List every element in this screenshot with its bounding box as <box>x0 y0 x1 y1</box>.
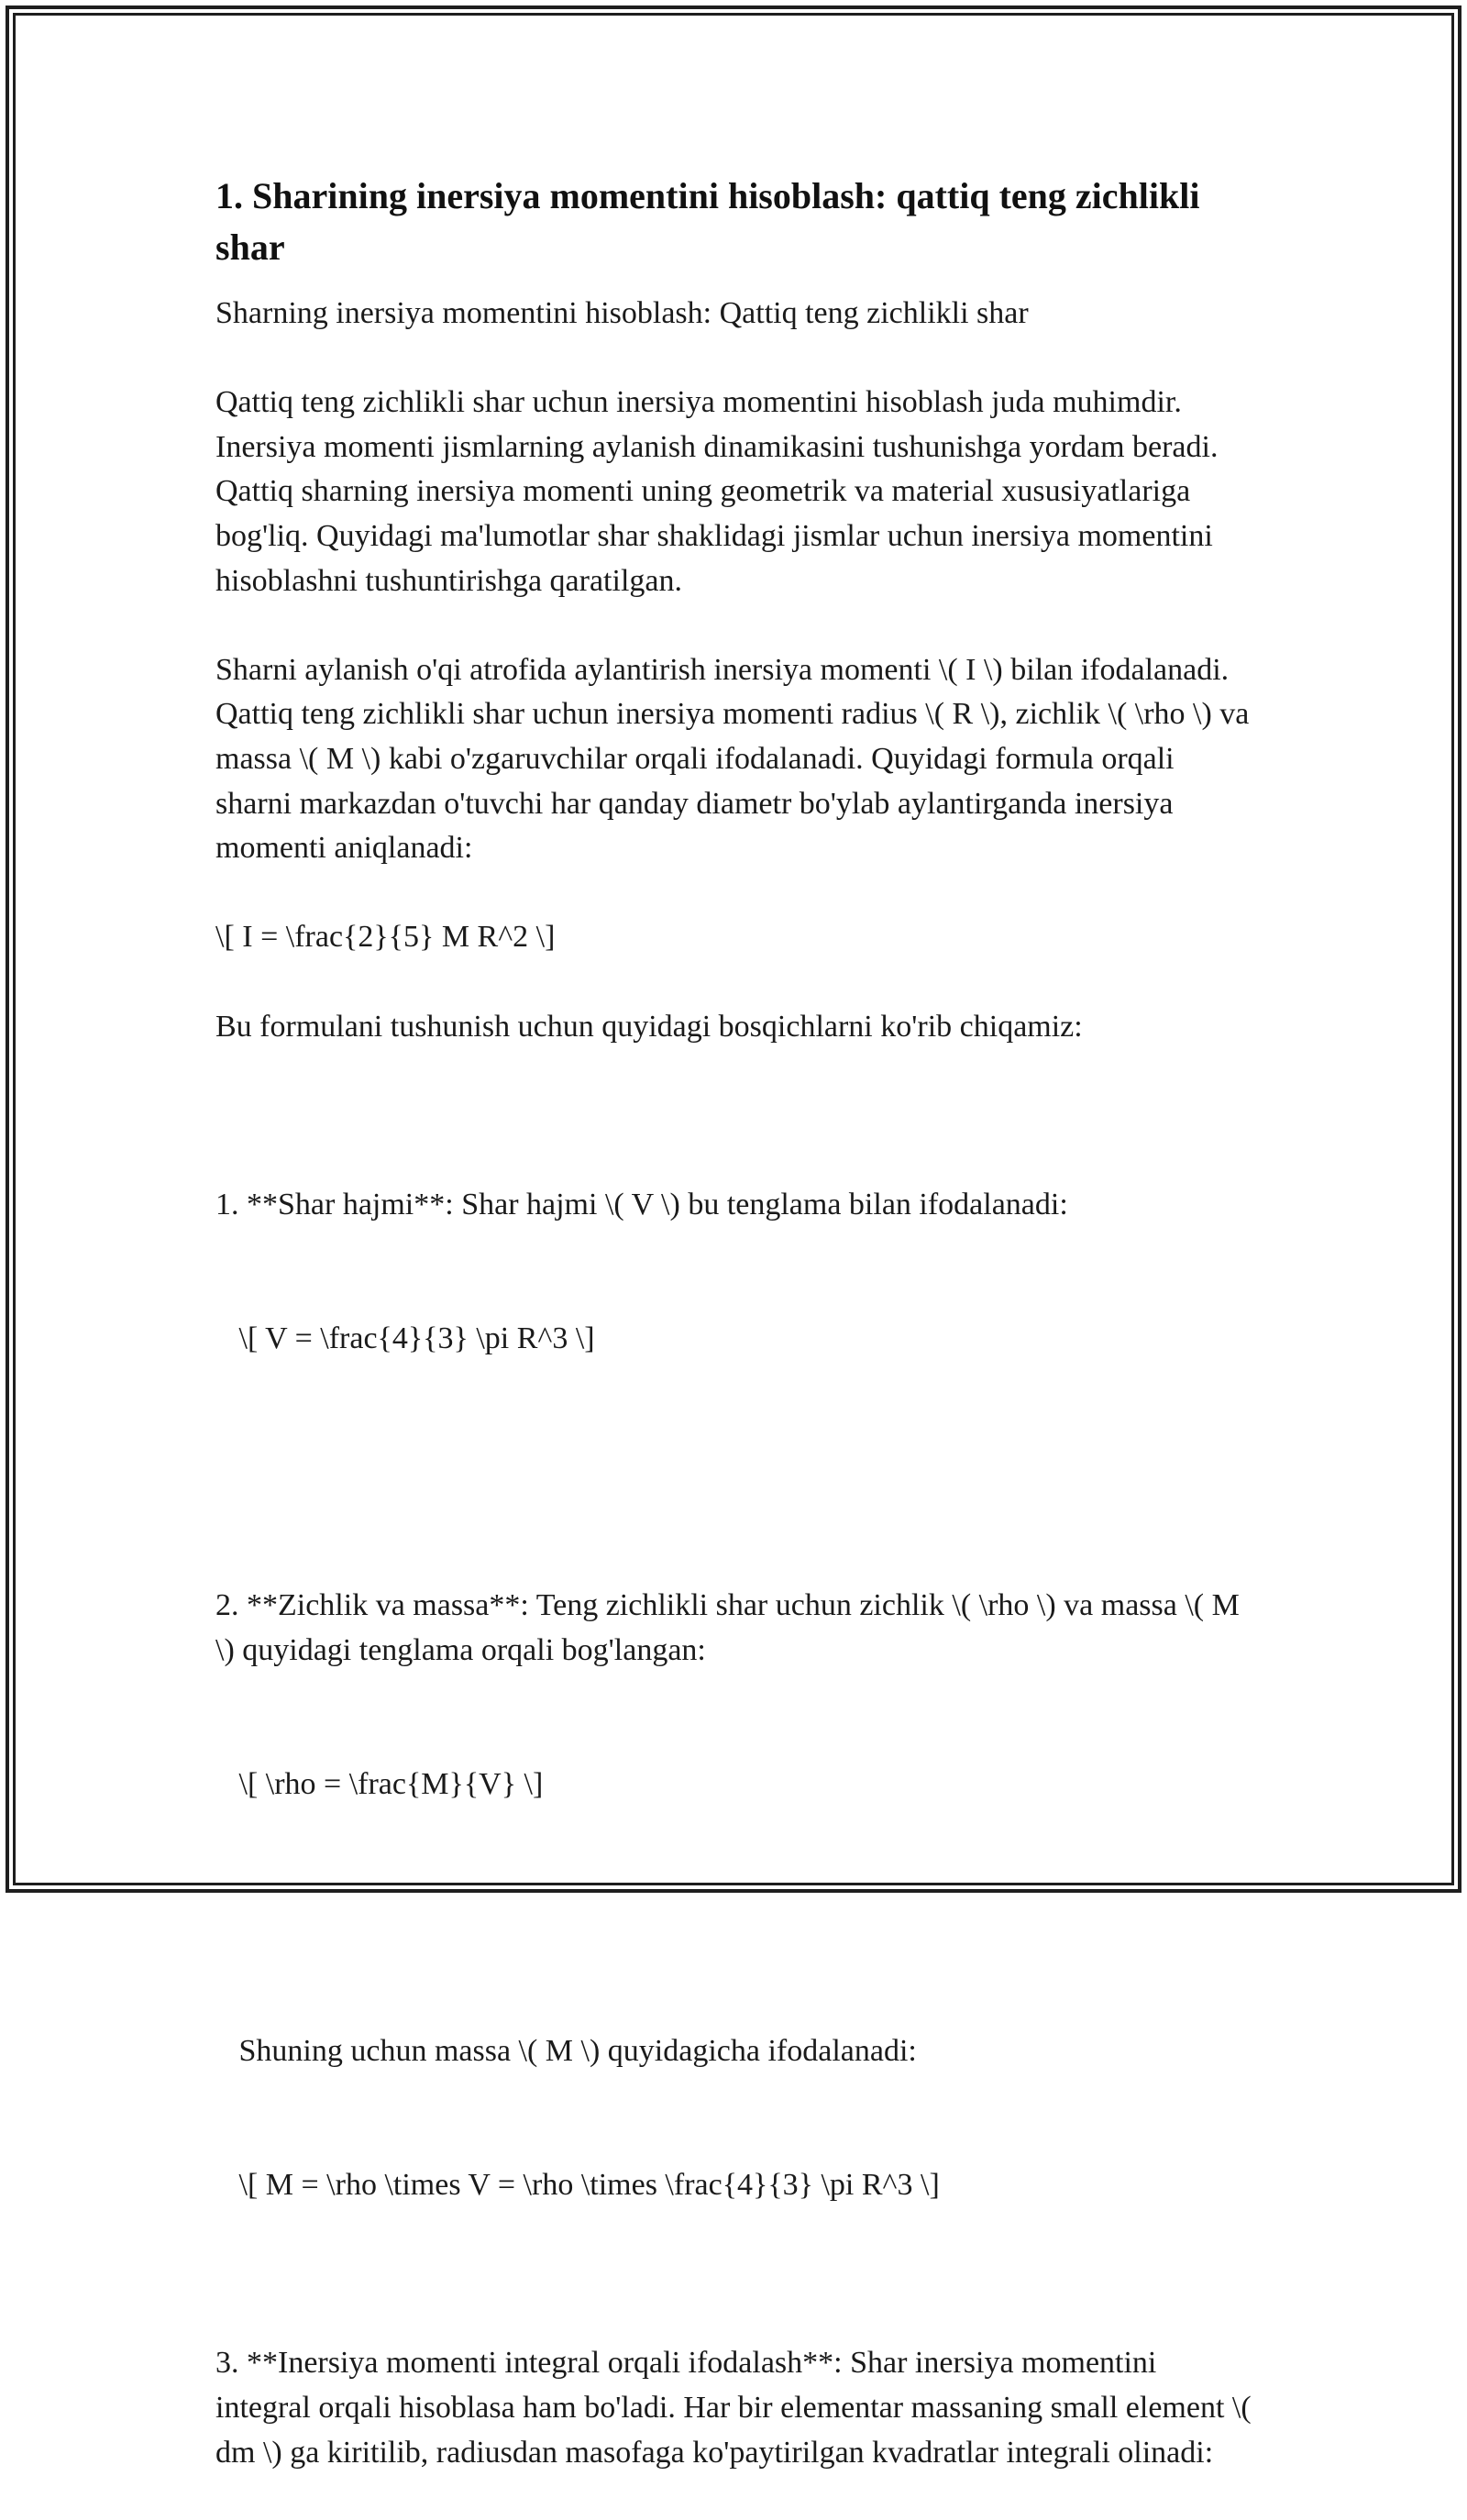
intro-title-paragraph: Sharning inersiya momentini hisoblash: Qattiq teng zichlikli shar <box>215 296 1029 330</box>
main-formula: \[ I = \frac{2}{5} M R^2 \] <box>215 920 556 955</box>
step-3: 3. **Inersiya momenti integral orqali ifodalash**: Shar inersiya momentini integral orqali hisoblasa ham bo'ladi. Har bir elementar massaning small element \( dm \) ga kiritilib, radiusdan masofaga ko'paytirilgan kvadratlar integrali olinadi: <box>215 2346 1260 2470</box>
step-1-text: 1. **Shar hajmi**: Shar hajmi \( V \) bu tenglama bilan ifodalanadi: <box>215 1187 1068 1221</box>
document-body <box>215 171 1260 2520</box>
step-2 <box>215 1495 1252 1896</box>
step-1-formula: \[ V = \frac{4}{3} \pi R^3 \] <box>215 1321 595 1355</box>
section-heading: 1. Sharining inersiya momentini hisoblash: qattiq teng zichlikli shar <box>215 175 1200 268</box>
step-2-formula: \[ \rho = \frac{M}{V} \] <box>215 1766 544 1801</box>
steps-intro-paragraph: Bu formulani tushunish uchun quyidagi bosqichlarni ko'rib chiqamiz: <box>215 1009 1083 1044</box>
step-2-followup-text: Shuning uchun massa \( M \) quyidagicha ifodalanadi: <box>215 2034 917 2069</box>
step-2-text: 2. **Zichlik va massa**: Teng zichlikli shar uchun zichlik \( \rho \) va massa \( M \) quyidagi tenglama orqali bog'langan: <box>215 1588 1248 1667</box>
intro-paragraph: Qattiq teng zichlikli shar uchun inersiya momentini hisoblash juda muhimdir. Inersiya momenti jismlarning aylanish dinamikasini tushunishga yordam beradi. Qattiq sharning inersiya momenti uning geometrik va material xususiyatlariga bog'liq. Quyidagi ma'lumotlar shar shaklidagi jismlar uchun inersiya momentini hisoblashni tushuntirishga qaratilgan. <box>215 385 1226 598</box>
definition-paragraph: Sharni aylanish o'qi atrofida aylantirish inersiya momenti \( I \) bilan ifodalanadi. Qattiq teng zichlikli shar uchun inersiya momenti radius \( R \), zichlik \( \rho \) va massa \( M \) kabi o'zgaruvchilar orqali ifodalanadi. Quyidagi formula orqali sharni markazdan o'tuvchi har qanday diametr bo'ylab aylantirganda inersiya momenti aniqlanadi: <box>215 652 1257 866</box>
step-1 <box>215 1094 1252 1451</box>
step-2-followup <box>215 1940 1252 2297</box>
step-2-followup-formula: \[ M = \rho \times V = \rho \times \frac{4}{3} \pi R^3 \] <box>215 2167 940 2202</box>
